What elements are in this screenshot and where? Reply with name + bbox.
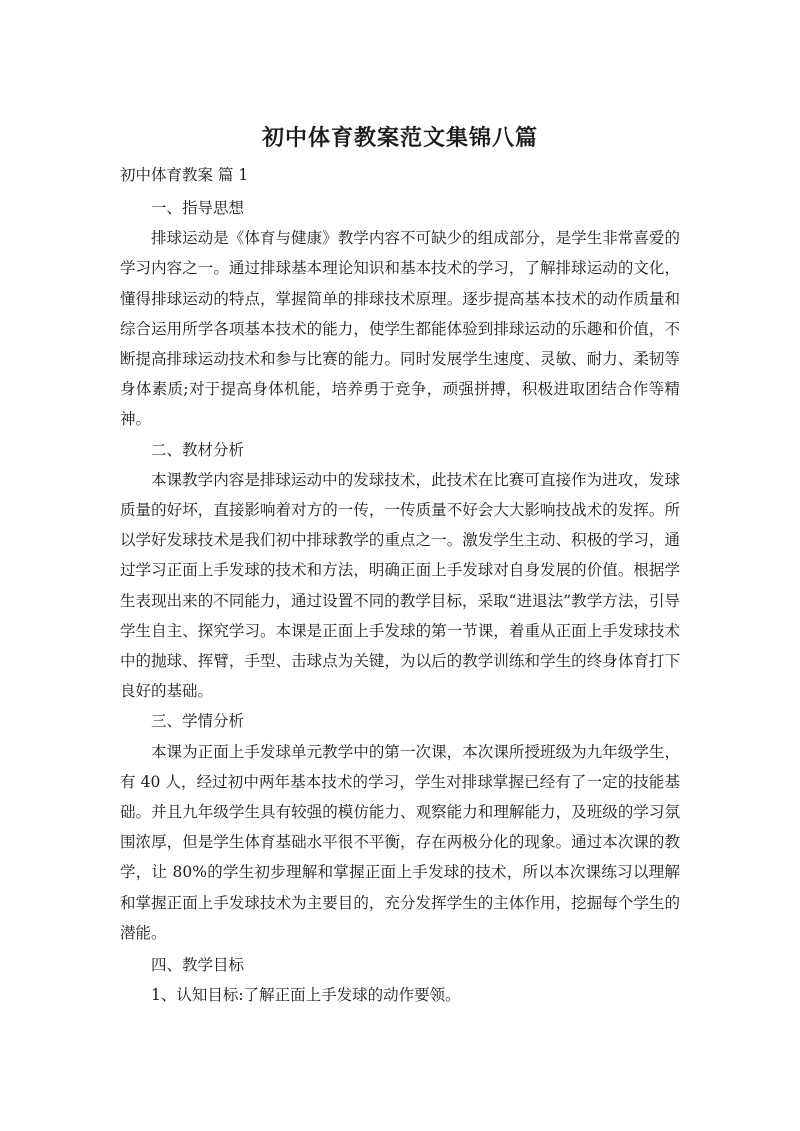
document-body bbox=[120, 193, 680, 1010]
section-heading-guiding-ideology: 一、指导思想 bbox=[151, 199, 245, 217]
lesson-label: 初中体育教案 篇 1 bbox=[120, 166, 249, 184]
paragraph-student-analysis: 本课为正面上手发球单元教学中的第一次课，本次课所授班级为九年级学生，有 40 人，经过初中两年基本技术的学习，学生对排球掌握已经有了一定的技能基础。并且九年级学生具有较强的模仿能力、观察能力和理解能力，及班级的学习氛围浓厚，但是学生体育基础水平很不平衡，存在两极分化的现象。通过本次课的教学，让 80%的学生初步理解和掌握正面上手发球的技术，所以本次课练习以理解和掌握正面上手发球技术为主要目的，充分发挥学生的主体作用，挖掘每个学生的潜能。 bbox=[120, 742, 680, 942]
section-heading-material-analysis: 二、教材分析 bbox=[151, 440, 245, 459]
document-title: 初中体育教案范文集锦八篇 bbox=[261, 126, 538, 151]
section-heading-teaching-objectives: 四、教学目标 bbox=[151, 956, 245, 975]
objective-item-cognitive: 1、认知目标:了解正面上手发球的动作要领。 bbox=[151, 986, 461, 1005]
paragraph-guiding-ideology: 排球运动是《体育与健康》教学内容不可缺少的组成部分，是学生非常喜爱的学习内容之一。通过排球基本理论知识和基本技术的学习，了解排球运动的文化，懂得排球运动的特点，掌握简单的排球技术原理。逐步提高基本技术的动作质量和综合运用所学各项基本技术的能力，使学生都能体验到排球运动的乐趣和价值，不断提高排球运动技术和参与比赛的能力。同时发展学生速度、灵敏、耐力、柔韧等身体素质;对于提高身体机能，培养勇于竞争，顽强拼搏，积极进取团结合作等精神。 bbox=[120, 229, 680, 429]
paragraph-material-analysis: 本课教学内容是排球运动中的发球技术，此技术在比赛可直接作为进攻，发球质量的好坏，直接影响着对方的一传，一传质量不好会大大影响技战术的发挥。所以学好发球技术是我们初中排球教学的重点之一。激发学生主动、积极的学习，通过学习正面上手发球的技术和方法，明确正面上手发球对自身发展的价值。根据学生表现出来的不同能力，通过设置不同的教学目标，采取“进退法”教学方法，引导学生自主、探究学习。本课是正面上手发球的第一节课，着重从正面上手发球技术中的抛球、挥臂，手型、击球点为关键，为以后的教学训练和学生的终身体育打下良好的基础。 bbox=[120, 470, 680, 701]
section-heading-student-analysis: 三、学情分析 bbox=[151, 712, 245, 731]
